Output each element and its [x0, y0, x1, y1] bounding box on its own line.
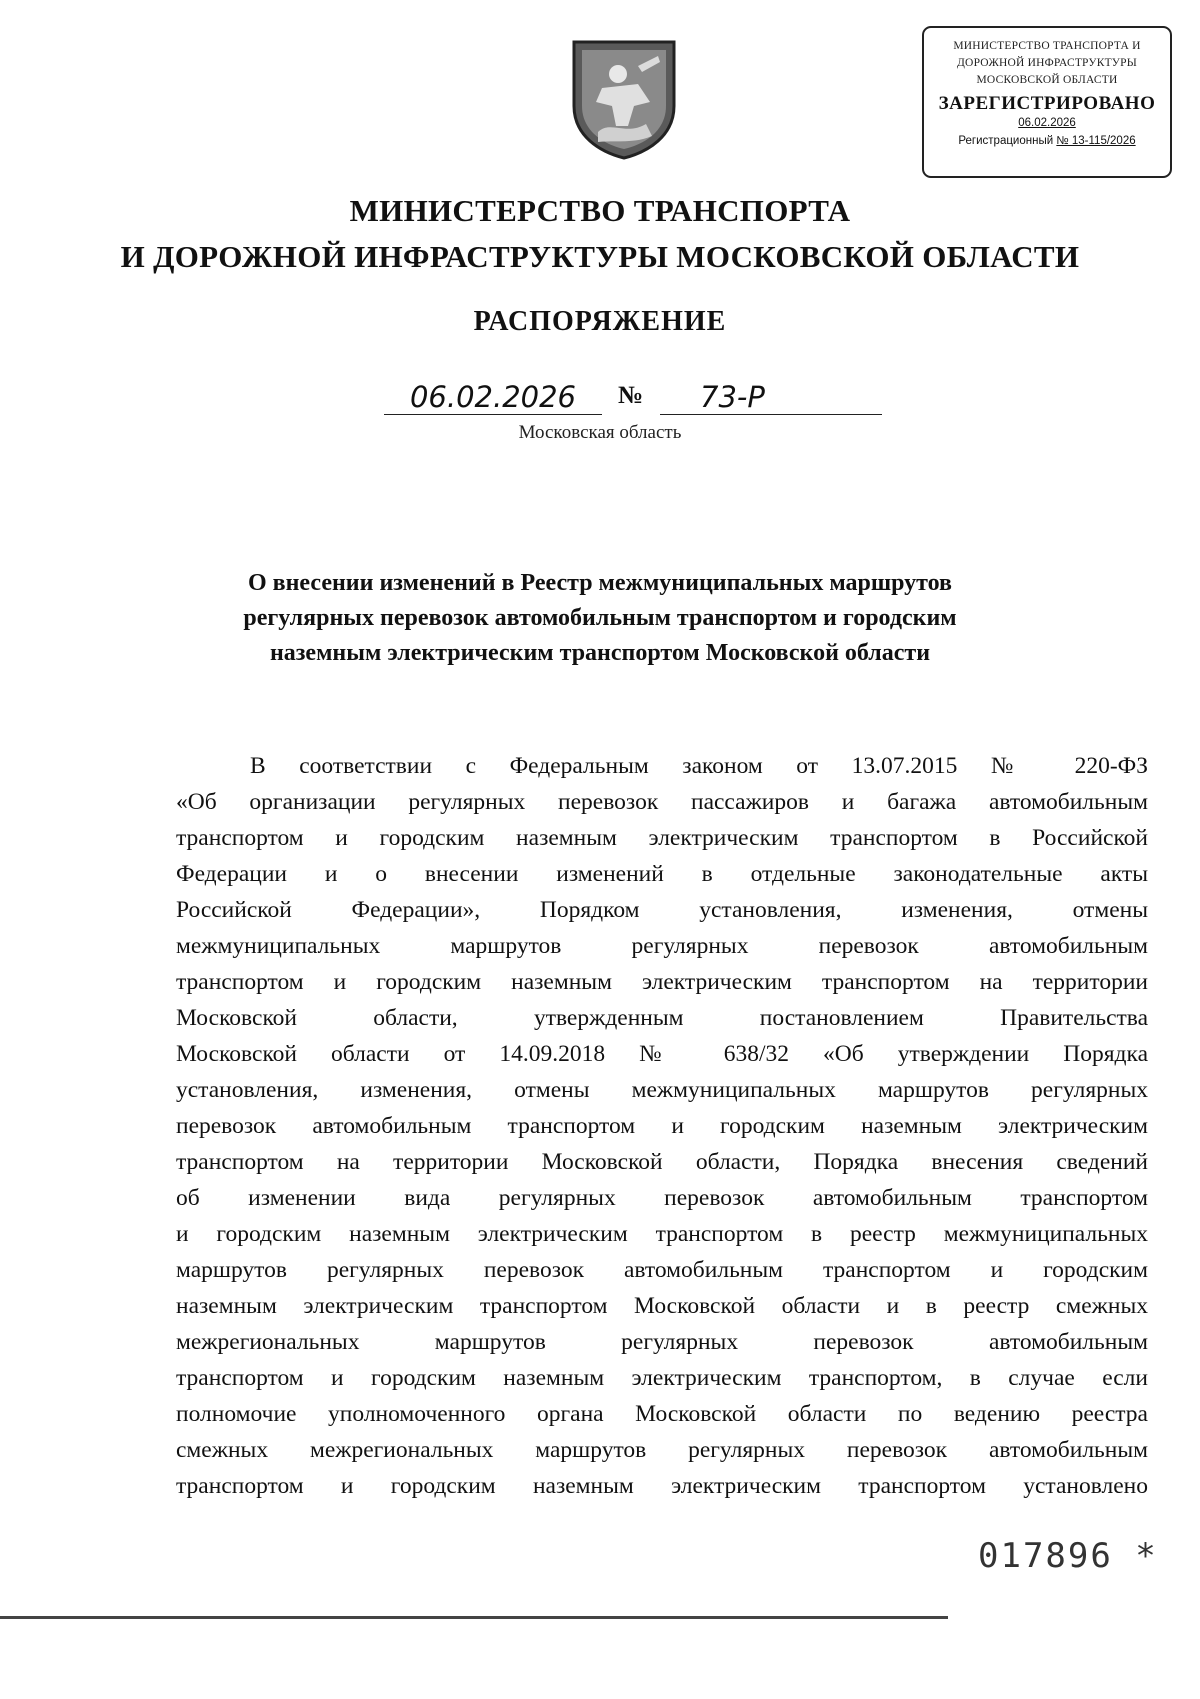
body-line: транспортом и городским наземным электрическим транспортом в Российской	[176, 825, 1148, 851]
body-line: транспортом на территории Московской области, Порядка внесения сведений	[176, 1149, 1148, 1175]
number-sign: №	[618, 382, 644, 409]
body-line: полномочие уполномоченного органа Московской области по ведению реестра	[176, 1401, 1148, 1427]
document-number: 73-Р	[660, 380, 882, 415]
body-line: транспортом и городским наземным электрическим транспортом на территории	[176, 969, 1148, 995]
body-line: «Об организации регулярных перевозок пассажиров и багажа автомобильным	[176, 789, 1148, 815]
body-line: маршрутов регулярных перевозок автомобильным транспортом и городским	[176, 1257, 1148, 1283]
body-line: межрегиональных маршрутов регулярных перевозок автомобильным	[176, 1329, 1148, 1355]
serial-number: 017896 *	[978, 1536, 1158, 1576]
title-line: наземным электрическим транспортом Московской области	[269, 640, 931, 666]
document-date: 06.02.2026	[384, 380, 602, 415]
body-line: межмуниципальных маршрутов регулярных перевозок автомобильным	[176, 933, 1148, 959]
title-line: регулярных перевозок автомобильным транспортом и городским	[243, 605, 957, 631]
ministry-line: И ДОРОЖНОЙ ИНФРАСТРУКТУРЫ МОСКОВСКОЙ ОБЛАСТИ	[120, 239, 1080, 274]
body-line: об изменении вида регулярных перевозок автомобильным транспортом	[176, 1185, 1148, 1211]
body-line: транспортом и городским наземным электрическим транспортом установлено	[176, 1473, 1148, 1499]
body-line: и городским наземным электрическим транспортом в реестр межмуниципальных	[176, 1221, 1148, 1247]
registration-stamp	[922, 26, 1172, 178]
stamp-status: ЗАРЕГИСТРИРОВАНО	[938, 93, 1156, 114]
body-line: перевозок автомобильным транспортом и городским наземным электрическим	[176, 1113, 1148, 1139]
stamp-date: 06.02.2026	[1018, 117, 1076, 129]
stamp-org-line: ДОРОЖНОЙ ИНФРАСТРУКТУРЫ	[957, 57, 1137, 69]
stamp-org-line: МОСКОВСКОЙ ОБЛАСТИ	[976, 74, 1118, 86]
coat-of-arms-emblem	[568, 36, 680, 160]
stamp-reg-number: № 13-115/2026	[1056, 135, 1136, 147]
title-line: О внесении изменений в Реестр межмуниципальных маршрутов	[247, 570, 953, 596]
document-type: РАСПОРЯЖЕНИЕ	[473, 306, 727, 337]
body-paragraph	[176, 748, 1148, 1504]
body-line: установления, изменения, отмены межмуниципальных маршрутов регулярных	[176, 1077, 1148, 1103]
body-line: Московской области, утвержденным постановлением Правительства	[176, 1005, 1148, 1031]
body-line: Московской области от 14.09.2018 № 638/32 «Об утверждении Порядка	[176, 1041, 1148, 1067]
stamp-reg-line	[924, 135, 1170, 147]
body-line: смежных межрегиональных маршрутов регулярных перевозок автомобильным	[176, 1437, 1148, 1463]
body-line: Федерации и о внесении изменений в отдельные законодательные акты	[176, 861, 1148, 887]
date-number-line	[0, 380, 1200, 420]
scan-edge-line	[0, 1616, 948, 1619]
stamp-reg-label: Регистрационный	[958, 135, 1054, 147]
body-line: В соответствии с Федеральным законом от 13.07.2015 № 220-ФЗ	[250, 753, 1148, 779]
body-line: Российской Федерации», Порядком установления, изменения, отмены	[176, 897, 1148, 923]
document-place: Московская область	[518, 422, 682, 443]
body-line: наземным электрическим транспортом Московской области и в реестр смежных	[176, 1293, 1148, 1319]
body-line: транспортом и городским наземным электрическим транспортом, в случае если	[176, 1365, 1148, 1391]
ministry-line: МИНИСТЕРСТВО ТРАНСПОРТА	[349, 193, 851, 228]
document-title	[0, 566, 1200, 671]
stamp-org-line: МИНИСТЕРСТВО ТРАНСПОРТА И	[953, 40, 1141, 52]
ministry-name	[0, 188, 1200, 280]
